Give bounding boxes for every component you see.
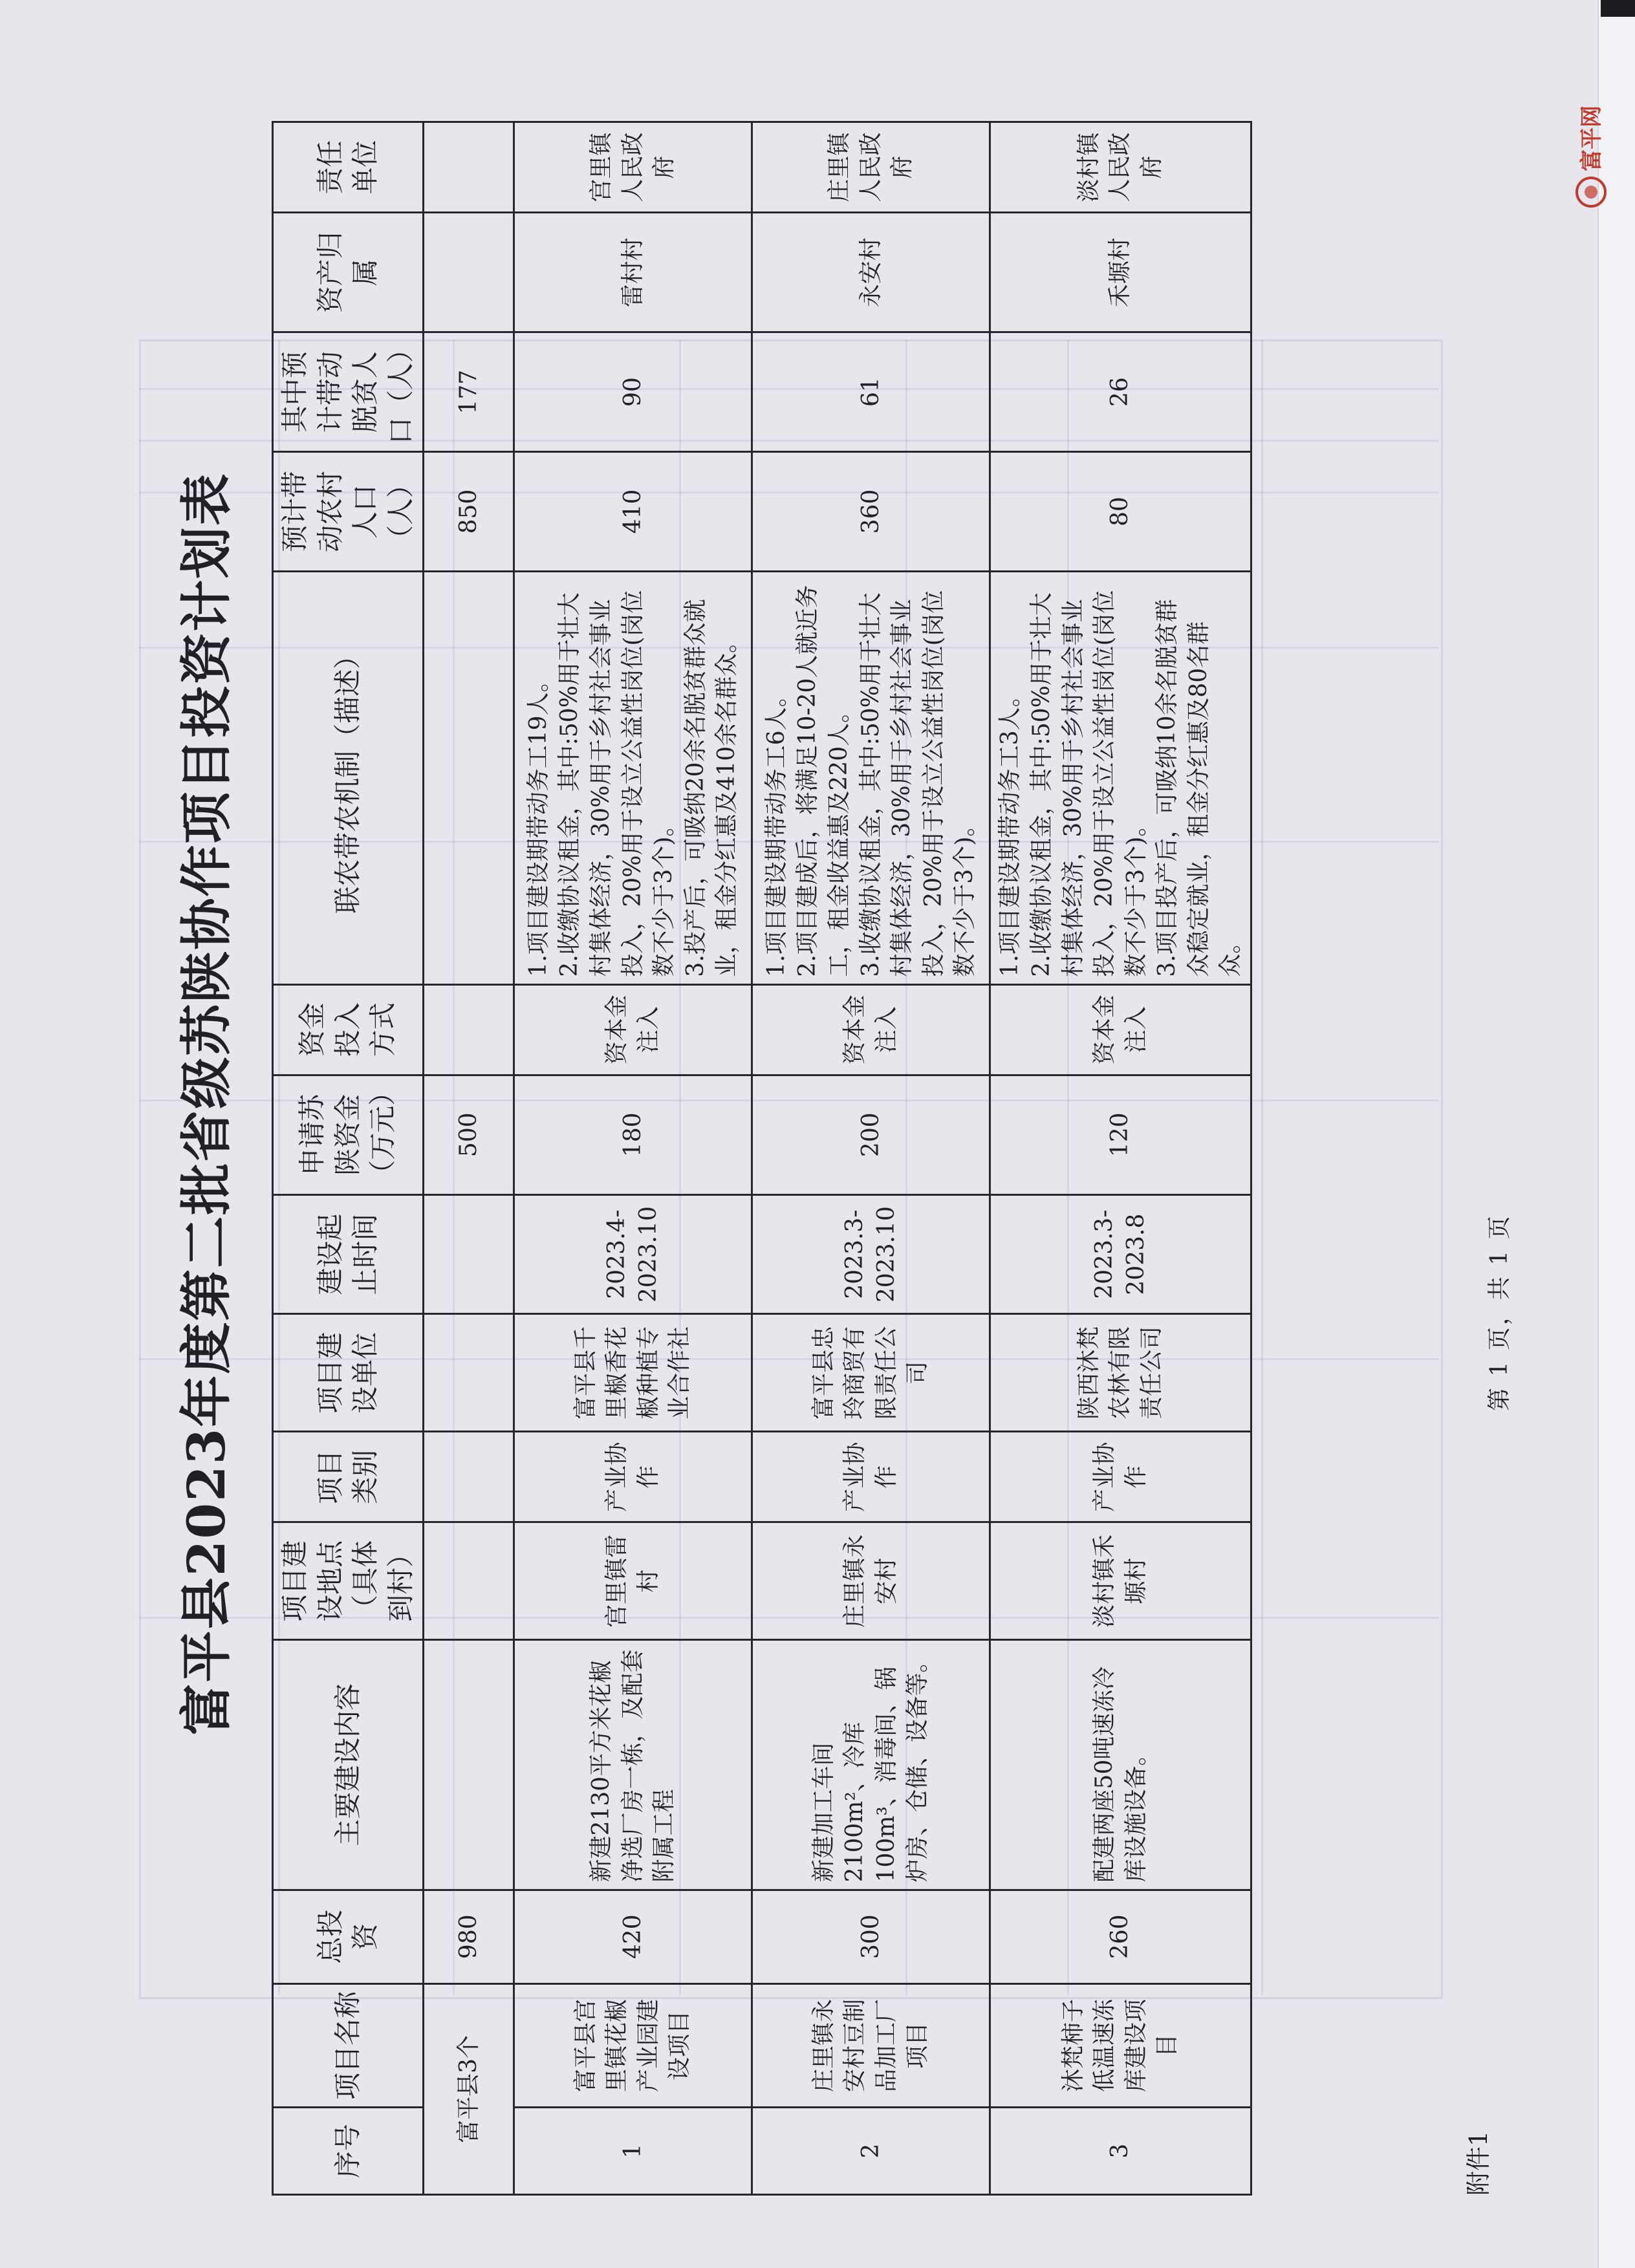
- row-seq: 2: [752, 2108, 990, 2195]
- row-period: 2023.3-2023.10: [752, 1194, 990, 1314]
- row-pop: 410: [514, 452, 752, 572]
- mechanism-item: 2.收缴协议租金，其中:50%用于壮大村集体经济，30%用于乡村社会事业投入，20%用于设立公益性岗位(岗位数不少于3个)。: [556, 590, 678, 977]
- header-name: 项目名称: [273, 1983, 424, 2107]
- document-title: 富平县2023年度第二批省级苏陕协作项目投资计划表: [176, 472, 237, 1736]
- page-footer: 第 1 页，共 1 页: [1486, 1214, 1513, 1411]
- summary-funds: 500: [424, 1075, 514, 1194]
- summary-poor: 177: [424, 332, 514, 452]
- header-pop: 预计带动农村人口（人）: [273, 452, 424, 572]
- mechanism-item: 3.投产后，可吸纳20余名脱贫群众就业，租金分红惠及410余名群众。: [682, 599, 741, 977]
- row-resp: 宫里镇人民政府: [514, 122, 752, 213]
- row-resp: 淡村镇人民政府: [990, 122, 1251, 213]
- mechanism-item: 3.项目投产后，可吸纳10余名脱贫群众稳定就业，租金分红惠及80名群众。: [1154, 599, 1244, 977]
- row-method: 资本金注入: [752, 984, 990, 1075]
- header-mechanism: 联农带农机制（描述）: [273, 571, 424, 984]
- row-poor: 61: [752, 332, 990, 452]
- row-location: 庄里镇永安村: [752, 1522, 990, 1640]
- table-row: [514, 122, 752, 2195]
- row-seq: 1: [514, 2108, 752, 2195]
- row-total: 260: [990, 1890, 1251, 1983]
- investment-plan-table: [272, 121, 1252, 2196]
- svg-text:富平网: 富平网: [1579, 105, 1605, 171]
- row-name: 庄里镇永安村豆制品加工厂项目: [752, 1983, 990, 2107]
- row-location: 宫里镇雷村: [514, 1522, 752, 1640]
- row-funds: 120: [990, 1075, 1251, 1194]
- row-builder: 富平县千里椒香花椒种植专业合作社: [514, 1314, 752, 1432]
- header-resp: 责任单位: [273, 122, 424, 213]
- header-content: 主要建设内容: [273, 1640, 424, 1890]
- row-poor: 26: [990, 332, 1251, 452]
- row-category: 产业协作: [514, 1432, 752, 1522]
- mechanism-item: 1.项目建设期带动务工19人。: [525, 669, 552, 977]
- row-total: 420: [514, 1890, 752, 1983]
- header-row: [273, 122, 424, 2195]
- header-location: 项目建设地点（具体到村）: [273, 1522, 424, 1640]
- row-pop: 80: [990, 452, 1251, 572]
- mechanism-item: 2.项目建成后，将满足10-20人就近务工，租金收益惠及220人。: [794, 585, 852, 977]
- attachment-label: 附件1: [1464, 2130, 1493, 2196]
- summary-row: [424, 122, 514, 2195]
- header-owner: 资产归属: [273, 213, 424, 332]
- header-category: 项目类别: [273, 1432, 424, 1522]
- mechanism-item: 1.项目建设期带动务工3人。: [997, 684, 1024, 977]
- row-owner: 雷村村: [514, 213, 752, 332]
- summary-total: 980: [424, 1890, 514, 1983]
- header-period: 建设起止时间: [273, 1194, 424, 1314]
- mechanism-item: 2.收缴协议租金，其中:50%用于壮大村集体经济，30%用于乡村社会事业投入，20%用于设立公益性岗位(岗位数不少于3个)。: [1028, 590, 1149, 977]
- row-category: 产业协作: [752, 1432, 990, 1522]
- row-pop: 360: [752, 452, 990, 572]
- row-owner: 永安村: [752, 213, 990, 332]
- row-category: 产业协作: [990, 1432, 1251, 1522]
- row-name: 沐梵柿子低温速冻库建设项目: [990, 1983, 1251, 2107]
- table-row: [752, 122, 990, 2195]
- row-name: 富平县宫里镇花椒产业园建设项目: [514, 1983, 752, 2107]
- row-builder: 富平县忠玲商贸有限责任公司: [752, 1314, 990, 1432]
- header-total: 总投资: [273, 1890, 424, 1983]
- row-method: 资本金注入: [514, 984, 752, 1075]
- row-method: 资本金注入: [990, 984, 1251, 1075]
- row-poor: 90: [514, 332, 752, 452]
- row-total: 300: [752, 1890, 990, 1983]
- summary-pop: 850: [424, 452, 514, 572]
- row-resp: 庄里镇人民政府: [752, 122, 990, 213]
- header-poor: 其中预计带动脱贫人口（人）: [273, 332, 424, 452]
- row-seq: 3: [990, 2108, 1251, 2195]
- table-row: [990, 122, 1251, 2195]
- row-funds: 180: [514, 1075, 752, 1194]
- row-builder: 陕西沐梵农林有限责任公司: [990, 1314, 1251, 1432]
- row-funds: 200: [752, 1075, 990, 1194]
- summary-label: 富平县3个: [424, 1983, 514, 2194]
- row-period: 2023.4-2023.10: [514, 1194, 752, 1314]
- mechanism-item: 1.项目建设期带动务工6人。: [763, 684, 790, 977]
- watermark-logo: [1572, 37, 1610, 211]
- row-mechanism: [514, 571, 752, 984]
- mechanism-item: 3.收缴协议租金，其中:50%用于壮大村集体经济，30%用于乡村社会事业投入，20%用于设立公益性岗位(岗位数不少于3个)。: [857, 590, 979, 977]
- row-owner: 禾塬村: [990, 213, 1251, 332]
- row-mechanism: [990, 571, 1251, 984]
- row-content: 新建2130平方米花椒净选厂房一栋，及配套附属工程: [514, 1640, 752, 1890]
- row-mechanism: [752, 571, 990, 984]
- row-period: 2023.3-2023.8: [990, 1194, 1251, 1314]
- header-seq: 序号: [273, 2108, 424, 2195]
- row-content: 新建加工车间2100m²、冷库100m³、消毒间、锅炉房、仓储、设备等。: [752, 1640, 990, 1890]
- header-method: 资金投入方式: [273, 984, 424, 1075]
- header-builder: 项目建设单位: [273, 1314, 424, 1432]
- row-location: 淡村镇禾塬村: [990, 1522, 1251, 1640]
- row-content: 配建两座50吨速冻冷库设施设备。: [990, 1640, 1251, 1890]
- header-funds: 申请苏陕资金（万元）: [273, 1075, 424, 1194]
